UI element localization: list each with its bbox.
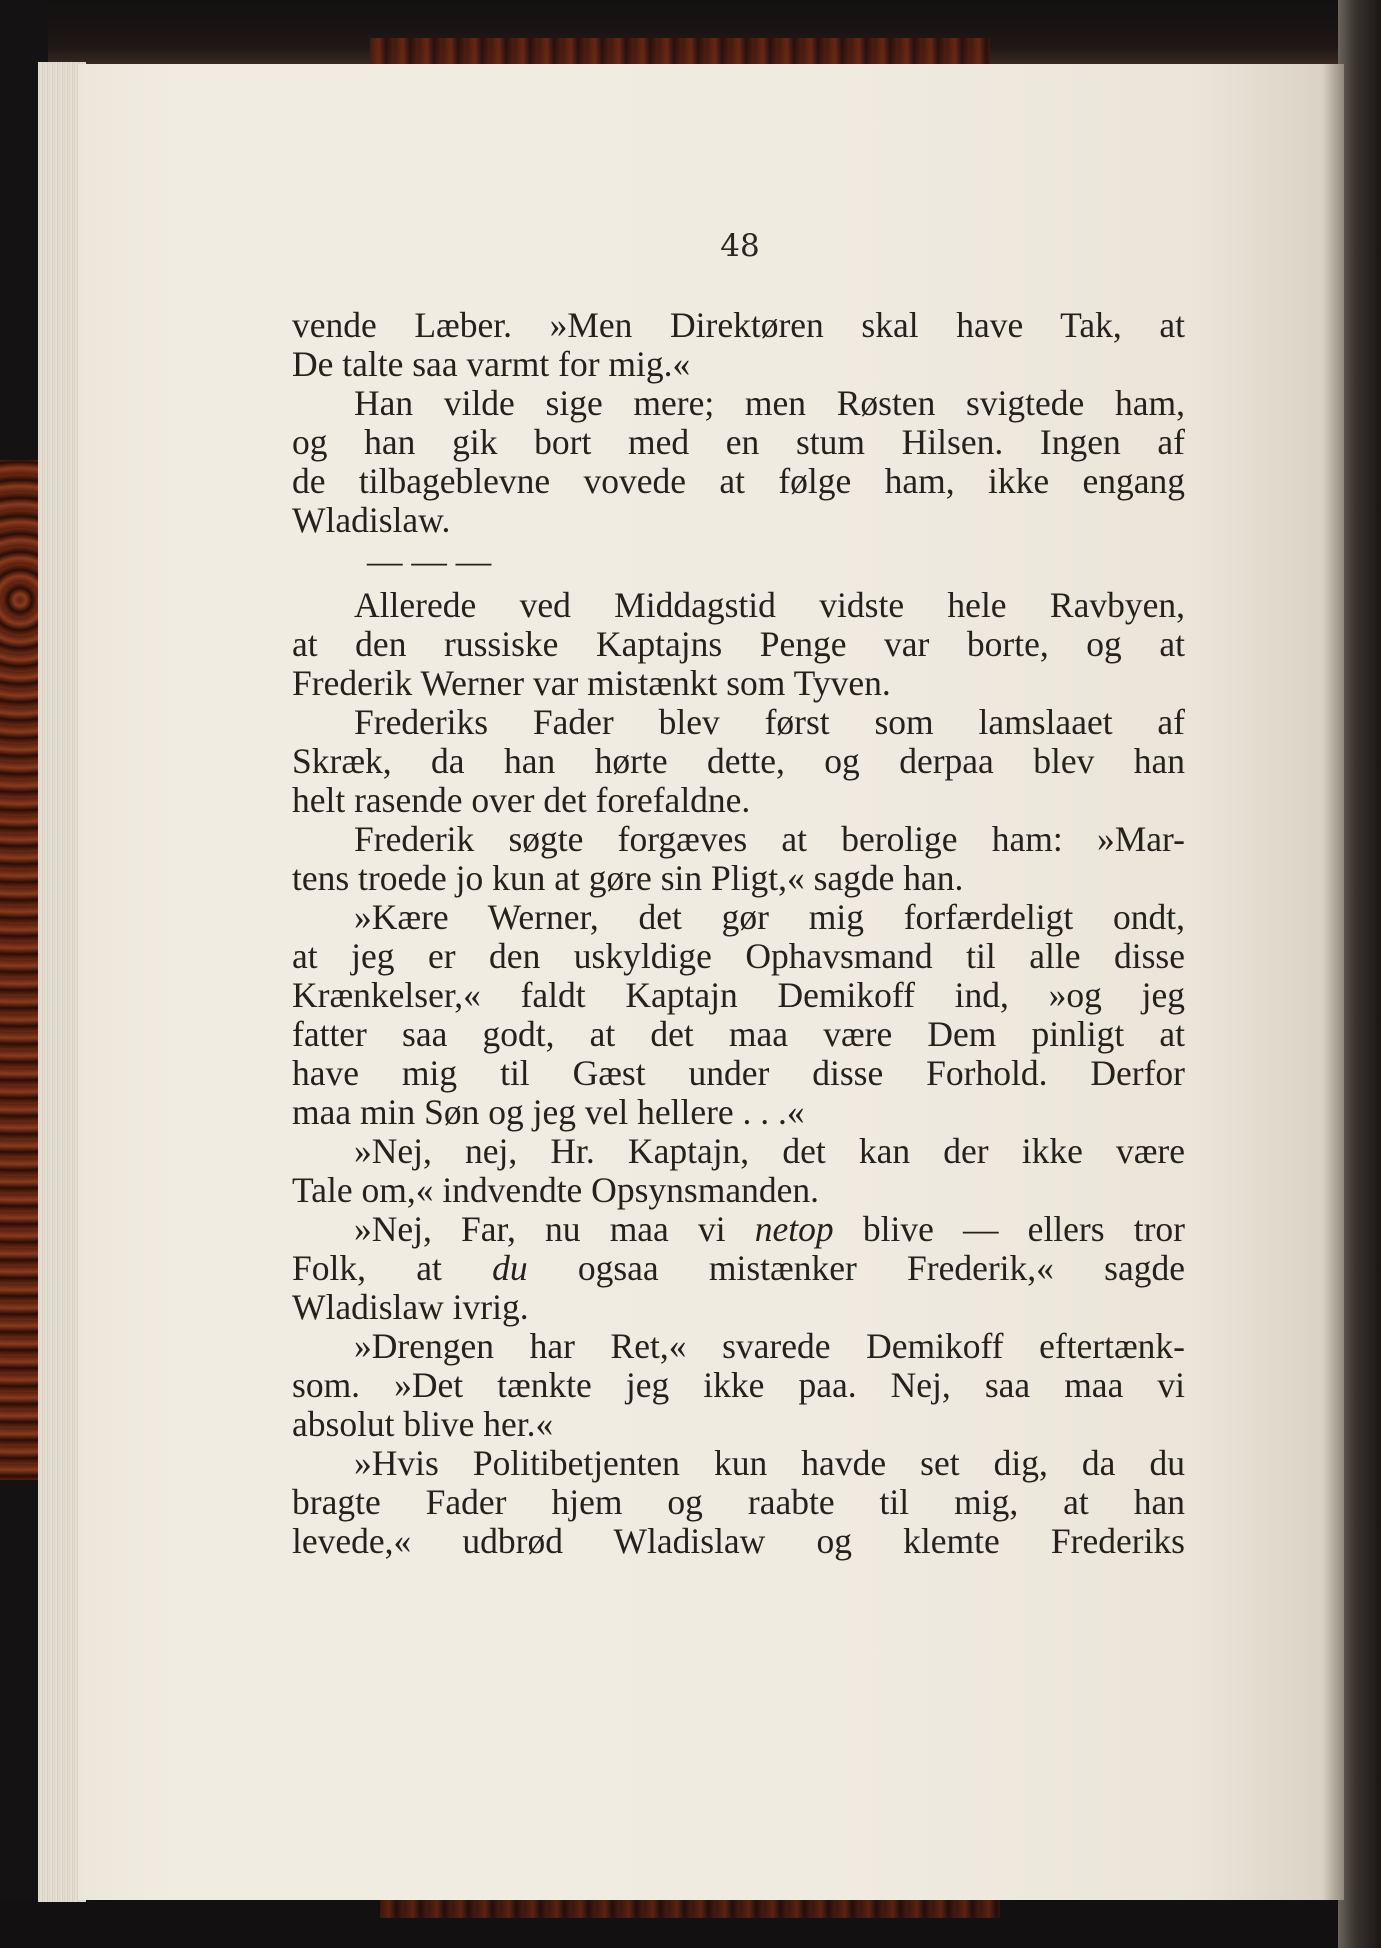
text-line: Allerede ved Middagstid vidste hele Ravbyen,: [354, 585, 1185, 625]
text-line: Tale om,« indvendte Opsynsmanden.: [292, 1170, 819, 1210]
text-line: »Kære Werner, det gør mig forfærdeligt ondt,: [354, 897, 1185, 937]
book-cover-bottom-edge: [0, 1900, 1381, 1948]
text-line: Frederik søgte forgæves at berolige ham: »Mar-: [354, 819, 1185, 859]
text-line: helt rasende over det forefaldne.: [292, 780, 751, 820]
text-line: maa min Søn og jeg vel hellere . . .«: [292, 1092, 805, 1132]
text-line: Frederik Werner var mistænkt som Tyven.: [292, 663, 891, 703]
marbled-cover-pattern-top: [370, 38, 990, 64]
text-line: De talte saa varmt for mig.«: [292, 344, 691, 384]
text-line: »Drengen har Ret,« svarede Demikoff eftertænk-: [354, 1326, 1185, 1366]
text-line: de tilbageblevne vovede at følge ham, ikke engang: [292, 461, 1185, 501]
text-line-with-emphasis: [292, 1210, 1185, 1249]
text-line: Skræk, da han hørte dette, og derpaa blev han: [292, 741, 1185, 781]
text-line: »Nej, nej, Hr. Kaptajn, det kan der ikke være: [354, 1131, 1185, 1171]
text-line: tens troede jo kun at gøre sin Pligt,« sagde han.: [292, 858, 964, 898]
text-line: levede,« udbrød Wladislaw og klemte Frederiks: [292, 1521, 1185, 1561]
marbled-cover-pattern-bottom: [380, 1900, 1000, 1918]
text-line: Wladislaw ivrig.: [292, 1287, 529, 1327]
text-line-with-emphasis: [292, 1249, 1185, 1288]
section-separator: — — —: [367, 541, 492, 581]
page-text: [292, 306, 1185, 1561]
text-line: »Hvis Politibetjenten kun havde set dig, da du: [354, 1443, 1185, 1483]
text-line: Frederiks Fader blev først som lamslaaet af: [354, 702, 1185, 742]
page-number: 48: [720, 228, 760, 264]
book-cover-top-edge: [0, 0, 1381, 66]
text-line: vende Læber. »Men Direktøren skal have Tak, at: [292, 305, 1185, 345]
text-line: som. »Det tænkte jeg ikke paa. Nej, saa maa vi: [292, 1365, 1185, 1405]
text-line: Han vilde sige mere; men Røsten svigtede ham,: [354, 383, 1185, 423]
text-line: bragte Fader hjem og raabte til mig, at han: [292, 1482, 1185, 1522]
text-line: at den russiske Kaptajns Penge var borte, og at: [292, 624, 1185, 664]
emphasized-word: du: [492, 1248, 528, 1288]
emphasized-word: netop: [754, 1209, 834, 1249]
text-line: og han gik bort med en stum Hilsen. Ingen af: [292, 422, 1185, 462]
text-line: Krænkelser,« faldt Kaptajn Demikoff ind, »og jeg: [292, 975, 1185, 1015]
text-segment: ogsaa mistænker Frederik,« sagde: [527, 1248, 1185, 1288]
text-segment: Folk, at: [292, 1248, 493, 1288]
text-segment: blive — ellers tror: [833, 1209, 1185, 1249]
text-segment: »Nej, Far, nu maa vi: [354, 1209, 755, 1249]
text-line: fatter saa godt, at det maa være Dem pinligt at: [292, 1014, 1185, 1054]
book-cover-right-edge: [1338, 0, 1381, 1948]
text-line: at jeg er den uskyldige Ophavsmand til alle disse: [292, 936, 1185, 976]
text-line: absolut blive her.«: [292, 1404, 554, 1444]
text-line: have mig til Gæst under disse Forhold. Derfor: [292, 1053, 1185, 1093]
text-line: Wladislaw.: [292, 500, 451, 540]
